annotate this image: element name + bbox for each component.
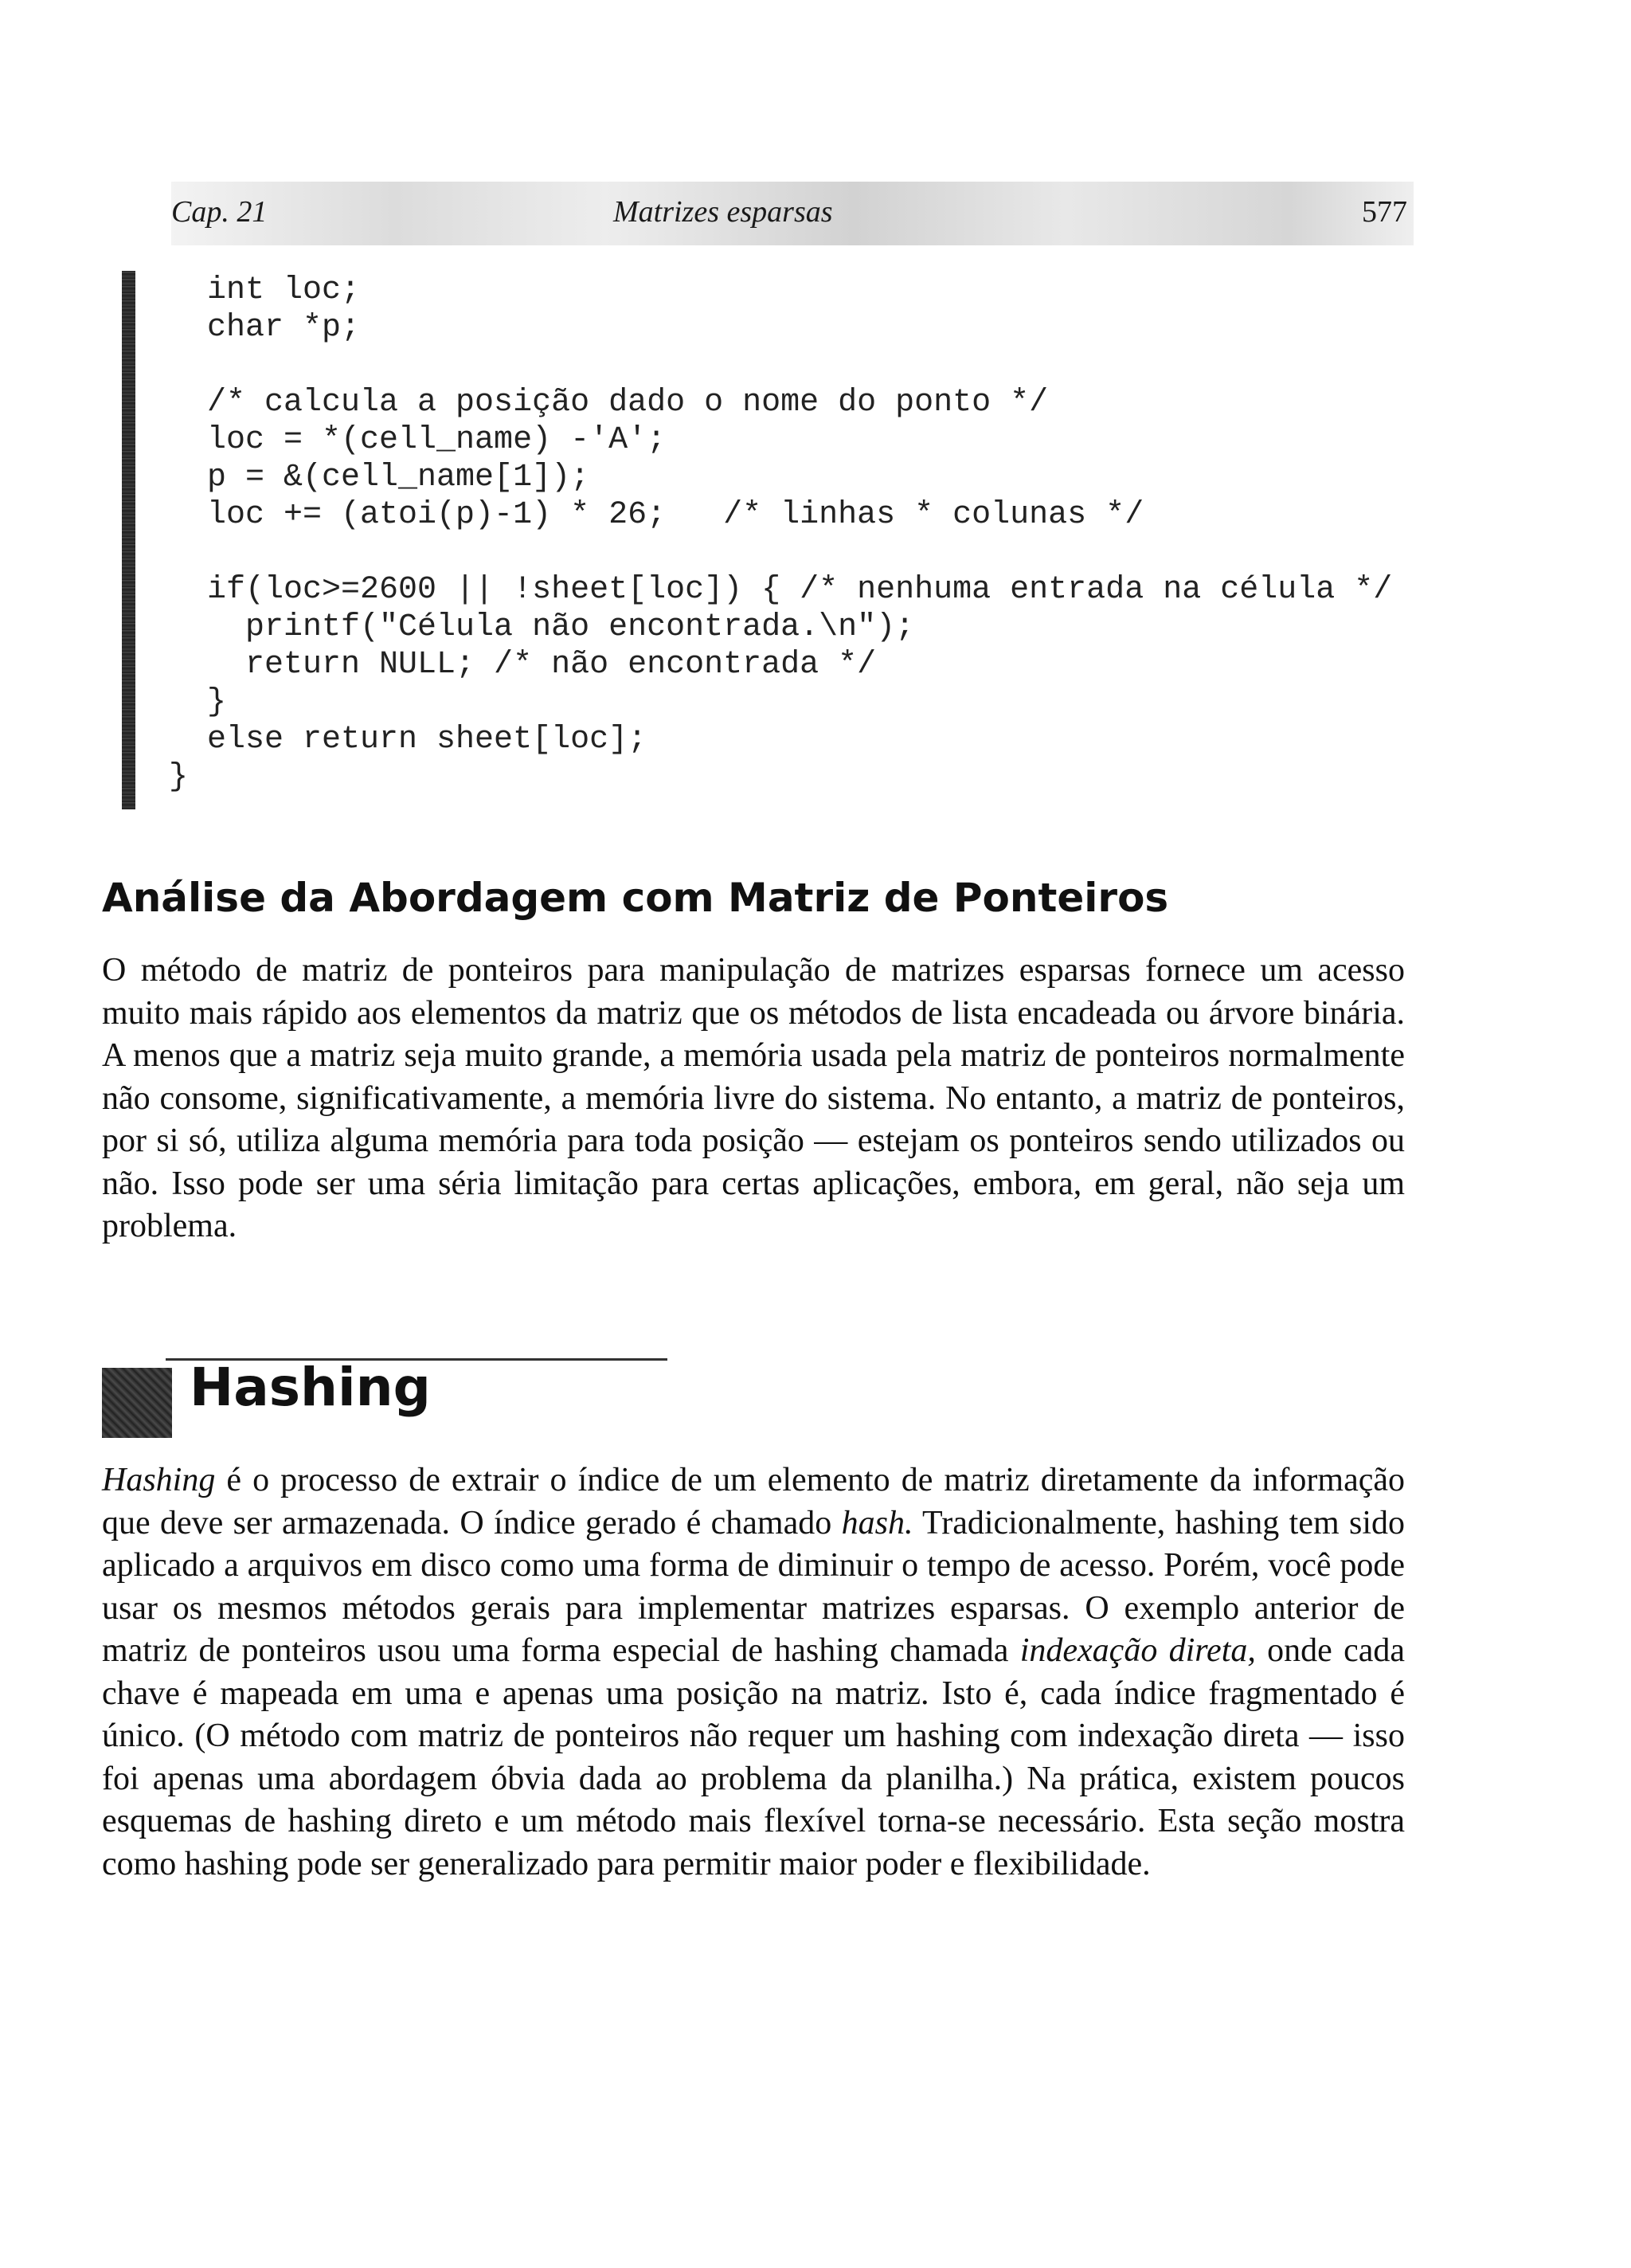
- chapter-label: Cap. 21: [171, 195, 268, 229]
- code-line: loc += (atoi(p)-1) * 26; /* linhas * colunas */: [207, 497, 1144, 533]
- code-line: else return sheet[loc];: [207, 722, 647, 758]
- code-line: /* calcula a posição dado o nome do ponto */: [207, 385, 1049, 421]
- term-hash: hash.: [841, 1504, 913, 1541]
- paragraph-text: Tradicionalmente, hashing tem sido aplicado a arquivos em disco como uma forma de diminuir o tempo de acesso. Porém, você pode usar os mesmos métodos gerais para implementar matrizes esparsas. O exemplo anterior de matriz de ponteiros usou uma forma especial de hashing chamada: [102, 1504, 1405, 1669]
- code-line: p = &(cell_name[1]);: [207, 460, 590, 496]
- paragraph-text: onde cada chave é mapeada em uma e apenas uma posição na matriz. Isto é, cada índice fragmentado é único. (O método com matriz de ponteiros não requer um hashing com indexação direta — isso foi apenas uma abordagem óbvia dada ao problema da planilha.) Na prática, existem poucos esquemas de hashing direto e um método mais flexível torna-se necessário. Esta seção mostra como hashing pode ser generalizado para permitir maior poder e flexibilidade.: [102, 1632, 1405, 1882]
- code-line: printf("Célula não encontrada.\n");: [207, 609, 915, 645]
- code-margin-bar: [122, 271, 135, 809]
- code-line: return NULL; /* não encontrada */: [207, 647, 877, 683]
- code-line: int loc;: [207, 272, 361, 308]
- running-header: [171, 182, 1414, 245]
- term-hashing: Hashing: [102, 1462, 216, 1498]
- section-heading: Análise da Abordagem com Matriz de Ponteiros: [102, 875, 1169, 921]
- code-line: }: [169, 759, 189, 795]
- page-number: 577: [1362, 195, 1407, 229]
- code-line: }: [207, 684, 227, 720]
- main-heading: Hashing: [190, 1357, 431, 1418]
- code-line: if(loc>=2600 || !sheet[loc]) { /* nenhuma entrada na célula */: [207, 572, 1393, 608]
- paragraph: [102, 1459, 1405, 1886]
- heading-square-icon: [102, 1368, 172, 1438]
- term-direct-indexing: indexação direta,: [1019, 1632, 1256, 1669]
- code-line: char *p;: [207, 310, 361, 346]
- code-line: loc = *(cell_name) -'A';: [207, 422, 667, 458]
- paragraph: O método de matriz de ponteiros para manipulação de matrizes esparsas fornece um acesso muito mais rápido aos elementos da matriz que os métodos de lista encadeada ou árvore binária. A menos que a matriz seja muito grande, a memória usada pela matriz de ponteiros normalmente não consome, significativamente, a memória livre do sistema. No entanto, a matriz de ponteiros, por si só, utiliza alguma memória para toda posição — estejam os ponteiros sendo utilizados ou não. Isso pode ser uma séria limitação para certas aplicações, embora, em geral, não seja um problema.: [102, 952, 1405, 1244]
- chapter-title: Matrizes esparsas: [613, 195, 833, 229]
- paragraph-text: é o processo de extrair o índice de um elemento de matriz diretamente da informação que deve ser armazenada. O índice gerado é chamado: [102, 1462, 1405, 1541]
